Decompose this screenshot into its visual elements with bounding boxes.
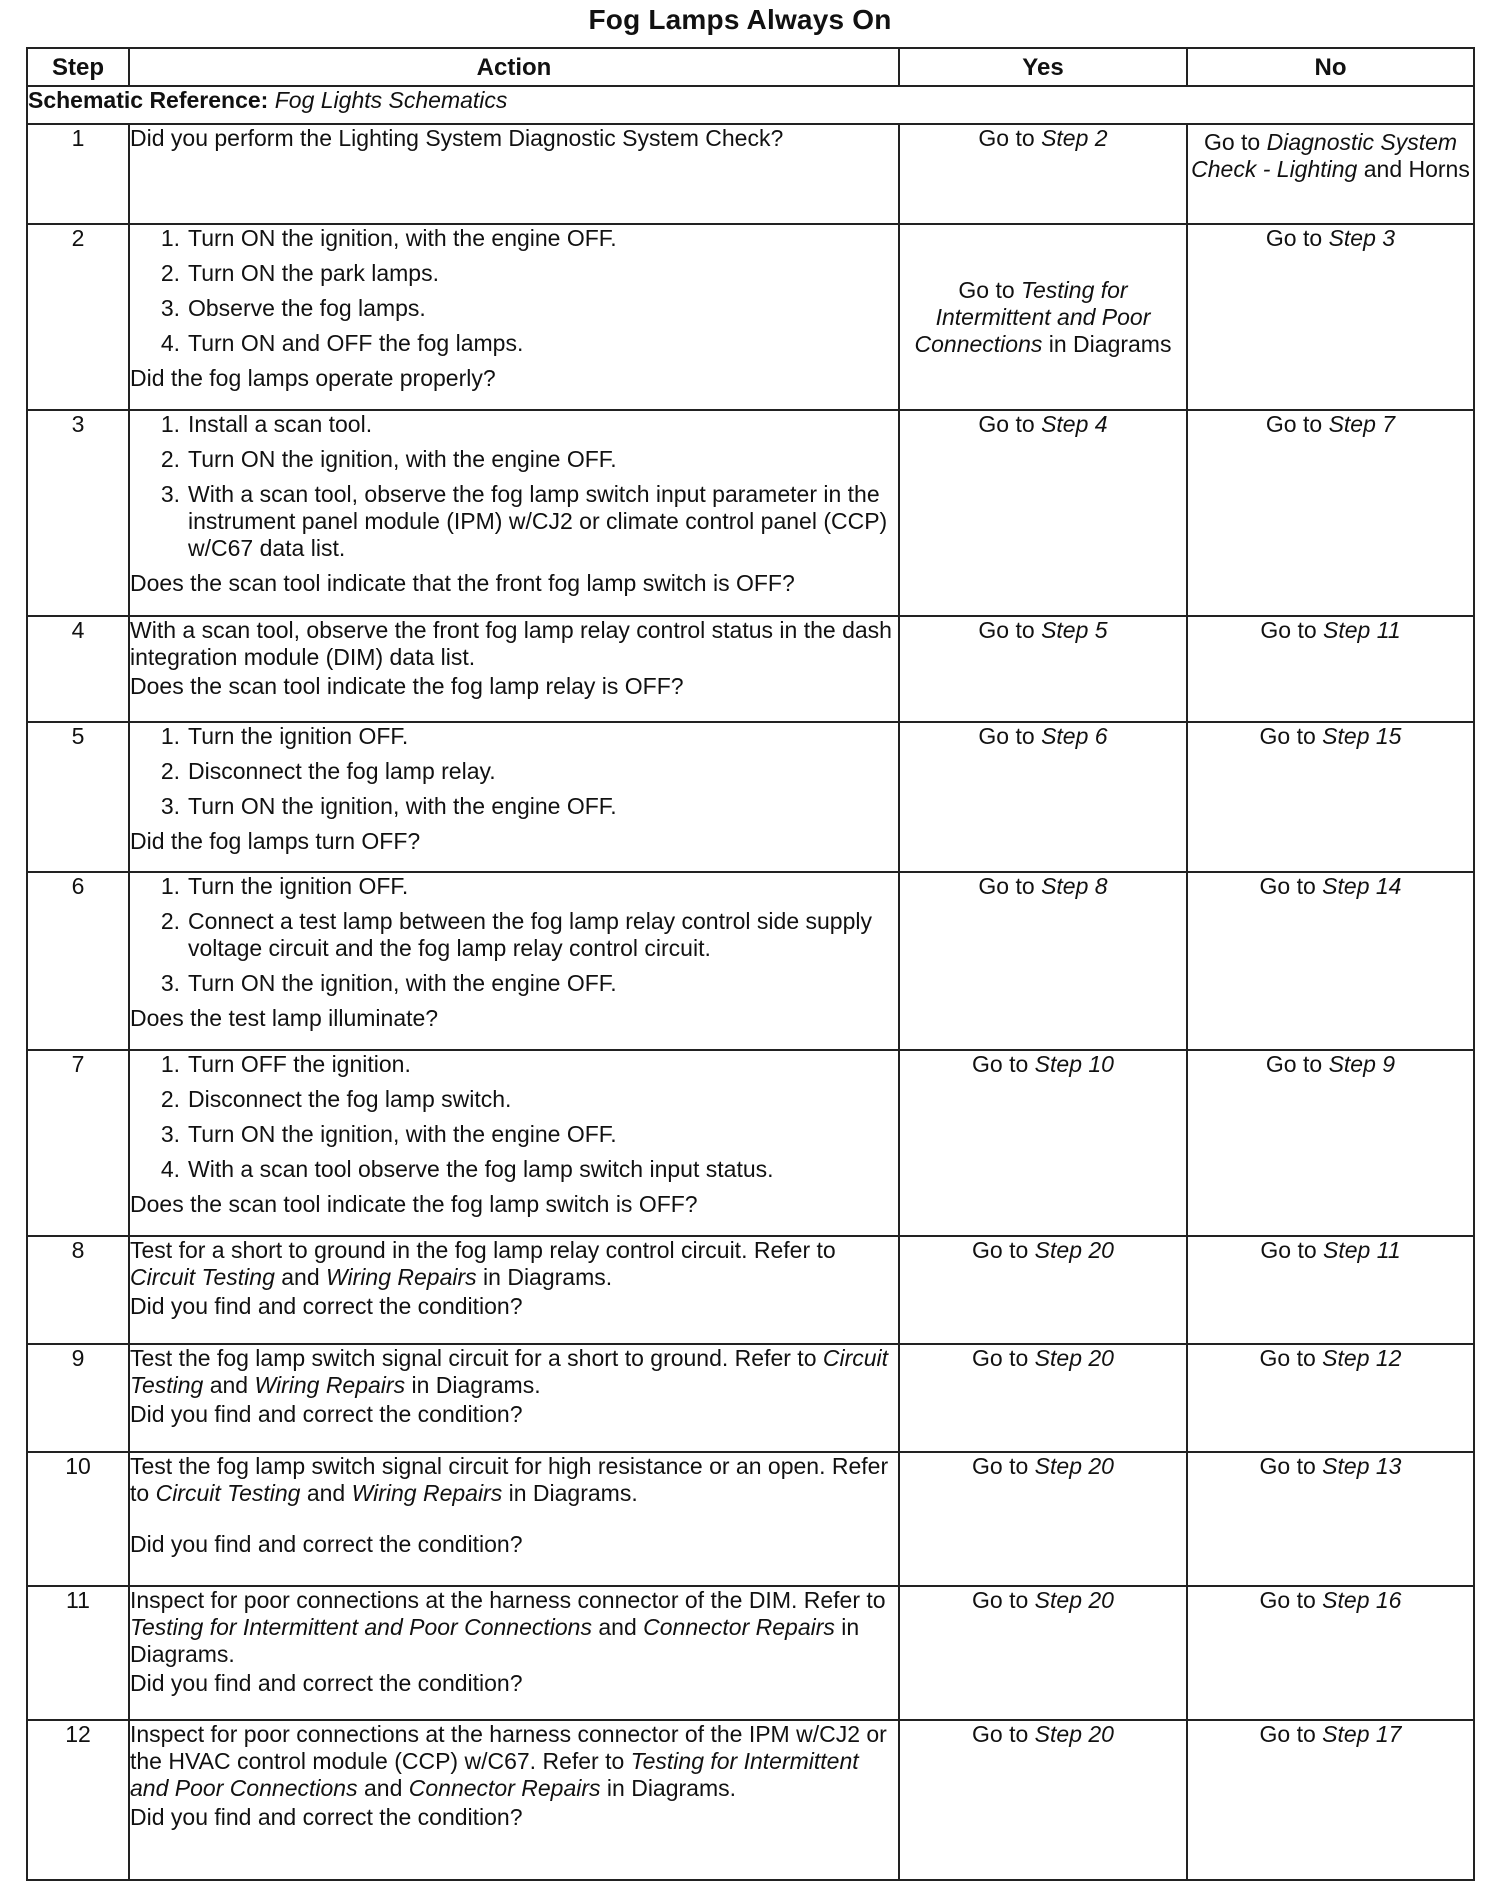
yes-cell [899, 410, 1187, 616]
ref-link[interactable]: Connector Repairs [408, 1775, 601, 1801]
action-question: Does the scan tool indicate the fog lamp switch is OFF? [130, 1191, 698, 1217]
yes-cell [899, 224, 1187, 410]
page-title: Fog Lamps Always On [588, 4, 892, 35]
step-number: 3 [27, 410, 129, 616]
header-action: Action [129, 48, 899, 86]
step-number: 1 [27, 124, 129, 224]
no-go-to: Go to [1259, 1453, 1316, 1479]
action-text: Did you perform the Lighting System Diagnostic System Check? [130, 125, 784, 151]
yes-go-to: Go to [978, 617, 1035, 643]
yes-link[interactable]: Step 20 [1034, 1453, 1114, 1479]
action-cell [129, 1050, 899, 1236]
no-go-to: Go to [1260, 617, 1317, 643]
no-cell [1187, 1720, 1474, 1880]
table-row [27, 124, 1474, 224]
substep: 3. Turn ON the ignition, with the engine OFF. [160, 970, 617, 996]
action-question: Did you find and correct the condition? [130, 1401, 523, 1427]
no-go-to: Go to [1259, 723, 1316, 749]
no-post: and Horns [1363, 156, 1470, 182]
table-row [27, 722, 1474, 872]
no-link[interactable]: Step 9 [1328, 1051, 1396, 1077]
ref-link[interactable]: Connector Repairs [643, 1614, 835, 1640]
no-cell [1187, 1452, 1474, 1586]
yes-cell [899, 124, 1187, 224]
action-text: Test the fog lamp switch signal circuit for a short to ground. [130, 1345, 729, 1371]
schematic-reference-row [27, 86, 1474, 124]
substep: 2. Turn ON the ignition, with the engine OFF. [160, 446, 617, 472]
ref-link[interactable]: Wiring Repairs [254, 1372, 406, 1398]
substep-list [130, 873, 898, 997]
yes-cell [899, 1050, 1187, 1236]
action-question: Does the scan tool indicate the fog lamp relay is OFF? [130, 673, 684, 699]
action-cell [129, 1586, 899, 1720]
no-link[interactable]: Step 7 [1328, 411, 1396, 437]
substep: 2. Disconnect the fog lamp relay. [160, 758, 496, 784]
table-row [27, 1236, 1474, 1344]
and-text: and [281, 1264, 320, 1290]
table-header-row [27, 48, 1474, 86]
and-text: and [598, 1614, 637, 1640]
action-question: Did the fog lamps operate properly? [130, 365, 496, 391]
no-link[interactable]: Step 11 [1323, 1237, 1401, 1263]
no-link[interactable]: Step 3 [1328, 225, 1396, 251]
yes-go-to: Go to [972, 1051, 1029, 1077]
yes-post: in Diagrams [1048, 330, 1172, 357]
ref-link[interactable]: Circuit Testing [130, 1345, 889, 1398]
no-link[interactable]: Step 14 [1322, 873, 1402, 899]
step-number: 7 [27, 1050, 129, 1236]
no-link[interactable]: Step 16 [1322, 1587, 1402, 1613]
no-go-to: Go to [1260, 1237, 1317, 1263]
no-link[interactable]: Step 13 [1322, 1453, 1402, 1479]
header-step: Step [27, 48, 129, 86]
ref-link[interactable]: Circuit Testing [155, 1480, 301, 1506]
substep-list [130, 225, 898, 357]
no-link[interactable]: Diagnostic System Check - Lighting [1191, 129, 1458, 182]
yes-go-to: Go to [978, 125, 1035, 151]
yes-cell [899, 1344, 1187, 1452]
refer-to: Refer to [130, 1453, 889, 1506]
step-number: 5 [27, 722, 129, 872]
yes-link[interactable]: Step 5 [1041, 617, 1108, 643]
yes-go-to: Go to [978, 723, 1035, 749]
substep: 4. Turn ON and OFF the fog lamps. [160, 330, 524, 356]
substep: 1. Install a scan tool. [160, 411, 373, 437]
in-diagrams: in Diagrams. [130, 1614, 860, 1667]
yes-go-to: Go to [978, 411, 1035, 437]
no-link[interactable]: Step 17 [1322, 1721, 1402, 1747]
no-go-to: Go to [1265, 1051, 1323, 1077]
step-number: 6 [27, 872, 129, 1050]
action-text: With a scan tool, observe the front fog lamp relay control status in the dash integration module (DIM) data list. [130, 617, 892, 670]
action-question: Did you find and correct the condition? [130, 1293, 523, 1319]
no-cell [1187, 1344, 1474, 1452]
yes-link[interactable]: Testing for Intermittent and Poor Connections [914, 276, 1151, 357]
step-number: 11 [27, 1586, 129, 1720]
substep: 1. Turn OFF the ignition. [160, 1051, 411, 1077]
substep: 3. Observe the fog lamps. [160, 295, 426, 321]
substep: 2. Turn ON the park lamps. [160, 260, 439, 286]
ref-link[interactable]: Wiring Repairs [351, 1480, 503, 1506]
yes-go-to: Go to [972, 1721, 1029, 1747]
spacer [130, 1507, 898, 1529]
yes-cell [899, 1452, 1187, 1586]
schematic-reference-link[interactable]: Fog Lights Schematics [274, 87, 508, 113]
no-cell [1187, 1236, 1474, 1344]
action-cell [129, 722, 899, 872]
no-cell [1187, 124, 1474, 224]
step-number: 12 [27, 1720, 129, 1880]
action-cell [129, 872, 899, 1050]
step-number: 9 [27, 1344, 129, 1452]
ref-link[interactable]: Circuit Testing [130, 1264, 275, 1290]
action-cell [129, 1236, 899, 1344]
substep: 3. With a scan tool, observe the fog lamp switch input parameter in the instrument panel module (IPM) w/CJ2 or climate control panel (CCP) w/C67 data list. [160, 481, 888, 561]
yes-link[interactable]: Step 20 [1034, 1587, 1114, 1613]
yes-link[interactable]: Step 10 [1034, 1051, 1114, 1077]
yes-link[interactable]: Step 20 [1034, 1237, 1114, 1263]
in-diagrams: in Diagrams. [483, 1264, 613, 1290]
action-question: Did you find and correct the condition? [130, 1531, 523, 1557]
table-row [27, 872, 1474, 1050]
yes-go-to: Go to [978, 873, 1035, 899]
ref-link[interactable]: Testing for Intermittent and Poor Connections [130, 1614, 592, 1640]
action-question: Did you find and correct the condition? [130, 1670, 523, 1696]
yes-cell [899, 1236, 1187, 1344]
no-cell [1187, 224, 1474, 410]
and-text: and [306, 1480, 346, 1506]
yes-go-to: Go to [972, 1587, 1029, 1613]
yes-go-to: Go to [972, 1453, 1029, 1479]
substep-list [130, 723, 898, 820]
substep: 3. Turn ON the ignition, with the engine OFF. [160, 793, 617, 819]
table-row [27, 1586, 1474, 1720]
action-text: Inspect for poor connections at the harness connector of the IPM w/CJ2 or the HVAC control module (CCP) w/C67. [130, 1721, 887, 1774]
no-go-to: Go to [1265, 225, 1323, 251]
yes-link[interactable]: Step 20 [1034, 1345, 1114, 1371]
yes-cell [899, 1586, 1187, 1720]
schematic-reference-label: Schematic Reference: [28, 87, 269, 113]
and-text: and [209, 1372, 249, 1398]
action-text: Test for a short to ground in the fog lamp relay control circuit. [130, 1237, 748, 1263]
diagnostic-table [26, 47, 1475, 1881]
step-number: 8 [27, 1236, 129, 1344]
action-cell [129, 1720, 899, 1880]
no-go-to: Go to [1259, 873, 1316, 899]
no-cell [1187, 1586, 1474, 1720]
table-row [27, 1050, 1474, 1236]
table-row [27, 1452, 1474, 1586]
no-go-to: Go to [1259, 1721, 1316, 1747]
table-row [27, 410, 1474, 616]
action-cell [129, 1344, 899, 1452]
action-question: Did the fog lamps turn OFF? [130, 828, 421, 854]
action-text: Inspect for poor connections at the harness connector of the DIM. [130, 1587, 798, 1613]
table-row [27, 1344, 1474, 1452]
action-question: Did you find and correct the condition? [130, 1804, 523, 1830]
header-yes: Yes [899, 48, 1187, 86]
action-question: Does the scan tool indicate that the front fog lamp switch is OFF? [130, 570, 795, 596]
action-cell [129, 410, 899, 616]
table-row [27, 224, 1474, 410]
yes-cell [899, 1720, 1187, 1880]
no-cell [1187, 616, 1474, 722]
substep: 2. Connect a test lamp between the fog lamp relay control side supply voltage circuit and the fog lamp relay control circuit. [160, 908, 872, 961]
refer-to: Refer to [803, 1587, 886, 1613]
action-question: Does the test lamp illuminate? [130, 1005, 439, 1031]
header-no: No [1187, 48, 1474, 86]
ref-link[interactable]: Wiring Repairs [326, 1264, 477, 1290]
action-cell [129, 616, 899, 722]
ref-link[interactable]: Testing for Intermittent and Poor Connections [130, 1748, 859, 1801]
substep-list [130, 1051, 898, 1183]
no-link[interactable]: Step 15 [1322, 723, 1402, 749]
refer-to: Refer to [734, 1345, 817, 1371]
yes-cell [899, 872, 1187, 1050]
yes-go-to: Go to [972, 1345, 1029, 1371]
substep-list [130, 411, 898, 562]
no-link[interactable]: Step 12 [1322, 1345, 1402, 1371]
table-row [27, 1720, 1474, 1880]
yes-cell [899, 722, 1187, 872]
step-number: 2 [27, 224, 129, 410]
yes-go-to: Go to [972, 1237, 1029, 1263]
step-number: 4 [27, 616, 129, 722]
no-go-to: Go to [1259, 1345, 1316, 1371]
substep: 1. Turn ON the ignition, with the engine OFF. [160, 225, 617, 251]
no-cell [1187, 1050, 1474, 1236]
in-diagrams: in Diagrams. [508, 1480, 638, 1506]
in-diagrams: in Diagrams. [606, 1775, 737, 1801]
yes-link[interactable]: Step 4 [1041, 411, 1108, 437]
action-text: Test the fog lamp switch signal circuit for high resistance or an open. [130, 1453, 826, 1479]
no-go-to: Go to [1265, 411, 1323, 437]
and-text: and [364, 1775, 403, 1801]
no-cell [1187, 722, 1474, 872]
yes-link[interactable]: Step 8 [1041, 873, 1108, 899]
table-row [27, 616, 1474, 722]
yes-go-to: Go to [958, 276, 1015, 303]
no-go-to: Go to [1203, 129, 1261, 155]
refer-to: Refer to [753, 1237, 836, 1263]
substep: 4. With a scan tool observe the fog lamp switch input status. [160, 1156, 774, 1182]
schematic-reference [27, 86, 1474, 124]
no-link[interactable]: Step 11 [1323, 617, 1401, 643]
in-diagrams: in Diagrams. [411, 1372, 541, 1398]
no-cell [1187, 410, 1474, 616]
action-cell [129, 224, 899, 410]
substep: 3. Turn ON the ignition, with the engine OFF. [160, 1121, 617, 1147]
action-cell [129, 124, 899, 224]
substep: 2. Disconnect the fog lamp switch. [160, 1086, 512, 1112]
yes-cell [899, 616, 1187, 722]
substep: 1. Turn the ignition OFF. [160, 723, 409, 749]
step-number: 10 [27, 1452, 129, 1586]
refer-to: Refer to [542, 1748, 625, 1774]
yes-link[interactable]: Step 20 [1034, 1721, 1114, 1747]
no-go-to: Go to [1259, 1587, 1316, 1613]
action-cell [129, 1452, 899, 1586]
yes-link[interactable]: Step 2 [1041, 125, 1108, 151]
substep: 1. Turn the ignition OFF. [160, 873, 409, 899]
yes-link[interactable]: Step 6 [1041, 723, 1108, 749]
no-cell [1187, 872, 1474, 1050]
